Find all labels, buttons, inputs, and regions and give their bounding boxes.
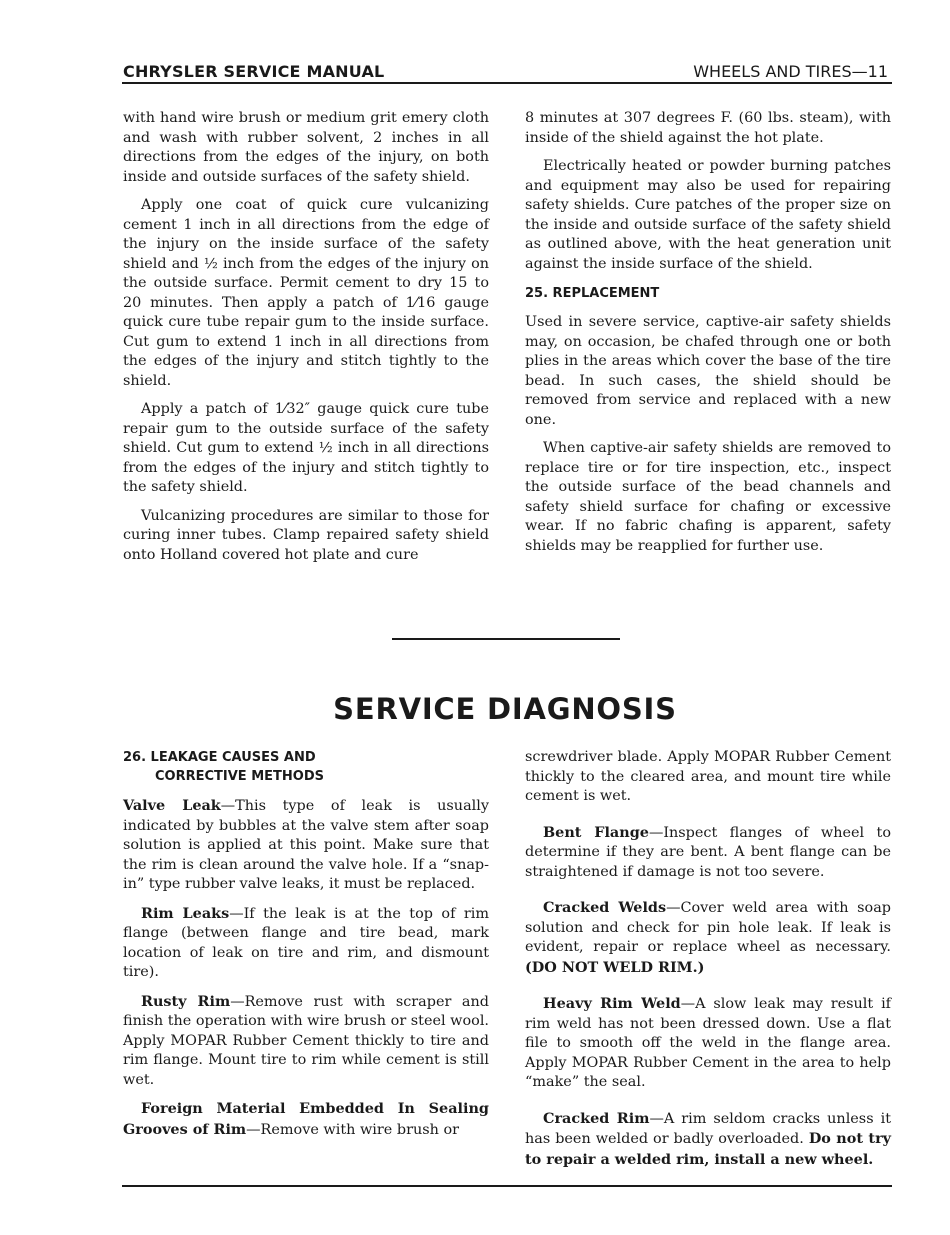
paragraph: When captive-air safety shields are removed to replace tire or for tire inspection, etc., inspect the outside surface of the bead channels and safety shield surface for chafing or excessive wear. If no fabric chafing is apparent, safety shields may be reapplied for further use. xyxy=(525,440,891,554)
diagnosis-item xyxy=(525,823,891,883)
item-text: —If the leak is at the top of rim flange (between flange and tire bead, mark location of leak on tire and rim, and dismount tire). xyxy=(123,905,489,980)
paragraph: Vulcanizing procedures are similar to those for curing inner tubes. Clamp repaired safety shield onto Holland covered hot plate and cure xyxy=(123,507,489,563)
item-label: Rim Leaks xyxy=(141,904,230,922)
item-label: Cracked Welds xyxy=(543,899,667,916)
item-label: Heavy Rim Weld xyxy=(543,995,681,1012)
item-warning: (DO NOT WELD RIM.) xyxy=(525,958,705,976)
top-right-column xyxy=(525,109,891,565)
running-header-title: CHRYSLER SERVICE MANUAL xyxy=(123,62,385,81)
diagnosis-item xyxy=(123,992,489,1091)
diagnosis-item xyxy=(525,994,891,1093)
item-label: Rusty Rim xyxy=(141,992,231,1010)
paragraph: 8 minutes at 307 degrees F. (60 lbs. steam), with inside of the shield against the hot plate. xyxy=(525,110,891,146)
section-title: SERVICE DIAGNOSIS xyxy=(333,692,677,726)
diagnosis-item xyxy=(525,1109,891,1171)
diagnosis-left-column xyxy=(123,748,489,1149)
footer-rule xyxy=(122,1185,892,1187)
paragraph: Apply a patch of 1⁄32″ gauge quick cure tube repair gum to the outside surface of the safety shield. Cut gum to extend ½ inch in all directions from the edges of the injury and stitch tightly to the safety shield. xyxy=(123,401,489,495)
section-heading-replacement: 25. REPLACEMENT xyxy=(525,286,660,301)
item-label: Bent Flange xyxy=(543,823,649,841)
item-warning: Do not try to repair a welded rim, install a new wheel. xyxy=(525,1130,892,1168)
diagnosis-item xyxy=(525,898,891,978)
item-label: Cracked Rim xyxy=(543,1109,650,1127)
top-left-column xyxy=(123,109,489,574)
diagnosis-right-column xyxy=(525,748,891,1179)
diagnosis-item xyxy=(123,904,489,983)
item-text: —A slow leak may result if rim weld has not been dressed down. Use a flat file to smooth off the weld in the flange area. Apply MOPAR Rubber Cement in the area to help “make” the seal. xyxy=(525,996,891,1090)
paragraph: screwdriver blade. Apply MOPAR Rubber Cement thickly to the cleared area, and mount tire while cement is wet. xyxy=(525,749,891,804)
paragraph: with hand wire brush or medium grit emery cloth and wash with rubber solvent, 2 inches in all directions from the edges of the injury, on both inside and outside surfaces of the safety shield. xyxy=(123,110,489,185)
paragraph: Electrically heated or powder burning patches and equipment may also be used for repairing safety shields. Cure patches of the proper size on the inside and outside surface of the safety shield as outlined above, with the heat generation unit against the inside surface of the shield. xyxy=(525,158,891,272)
header-rule xyxy=(122,82,892,84)
heading-line-1: 26. LEAKAGE CAUSES AND xyxy=(123,750,316,765)
paragraph: Apply one coat of quick cure vulcanizing cement 1 inch in all directions from the edge of the injury on the inside surface of the safety shield and ½ inch from the edges of the injury on the outside surface. Permit cement to dry 15 to 20 minutes. Then apply a patch of 1⁄16 gauge quick cure tube repair gum to the inside surface. Cut gum to extend 1 inch in all directions from the edges of the injury and stitch tightly to the shield. xyxy=(123,197,489,389)
diagnosis-item xyxy=(123,1099,489,1140)
paragraph: Used in severe service, captive-air safety shields may, on occasion, be chafed through one or both plies in the areas which cover the base of the tire bead. In such cases, the shield should be removed from service and replaced with a new one. xyxy=(525,314,891,428)
item-text: —Remove with wire brush or xyxy=(246,1121,459,1138)
item-text: —A rim seldom cracks unless it has been welded or badly overloaded. xyxy=(525,1110,891,1147)
item-text: —Cover weld area with soap solution and check for pin hole leak. If leak is evident, repair or replace wheel as necessary. xyxy=(525,900,891,955)
item-text: —This type of leak is usually indicated by bubbles at the valve stem after soap solution is applied at this point. Make sure that the rim is clean around the valve hole. If a “snap-in” type rubber valve leaks, it must be replaced. xyxy=(123,798,489,892)
item-label: Foreign Material Embedded In Sealing Grooves of Rim xyxy=(123,1100,489,1138)
item-text: —Remove rust with scraper and finish the operation with wire brush or steel wool. Apply MOPAR Rubber Cement thickly to tire and rim flange. Mount tire to rim while cement is still wet. xyxy=(123,993,489,1088)
item-text: —Inspect flanges of wheel to determine if they are bent. A bent flange can be straightened if damage is not too severe. xyxy=(525,824,891,880)
section-heading-leakage xyxy=(123,748,489,786)
item-label: Valve Leak xyxy=(123,797,221,814)
heading-line-2: CORRECTIVE METHODS xyxy=(155,769,324,784)
running-header-section: WHEELS AND TIRES—11 xyxy=(693,62,888,81)
diagnosis-item xyxy=(123,796,489,895)
section-divider-rule xyxy=(392,638,620,640)
